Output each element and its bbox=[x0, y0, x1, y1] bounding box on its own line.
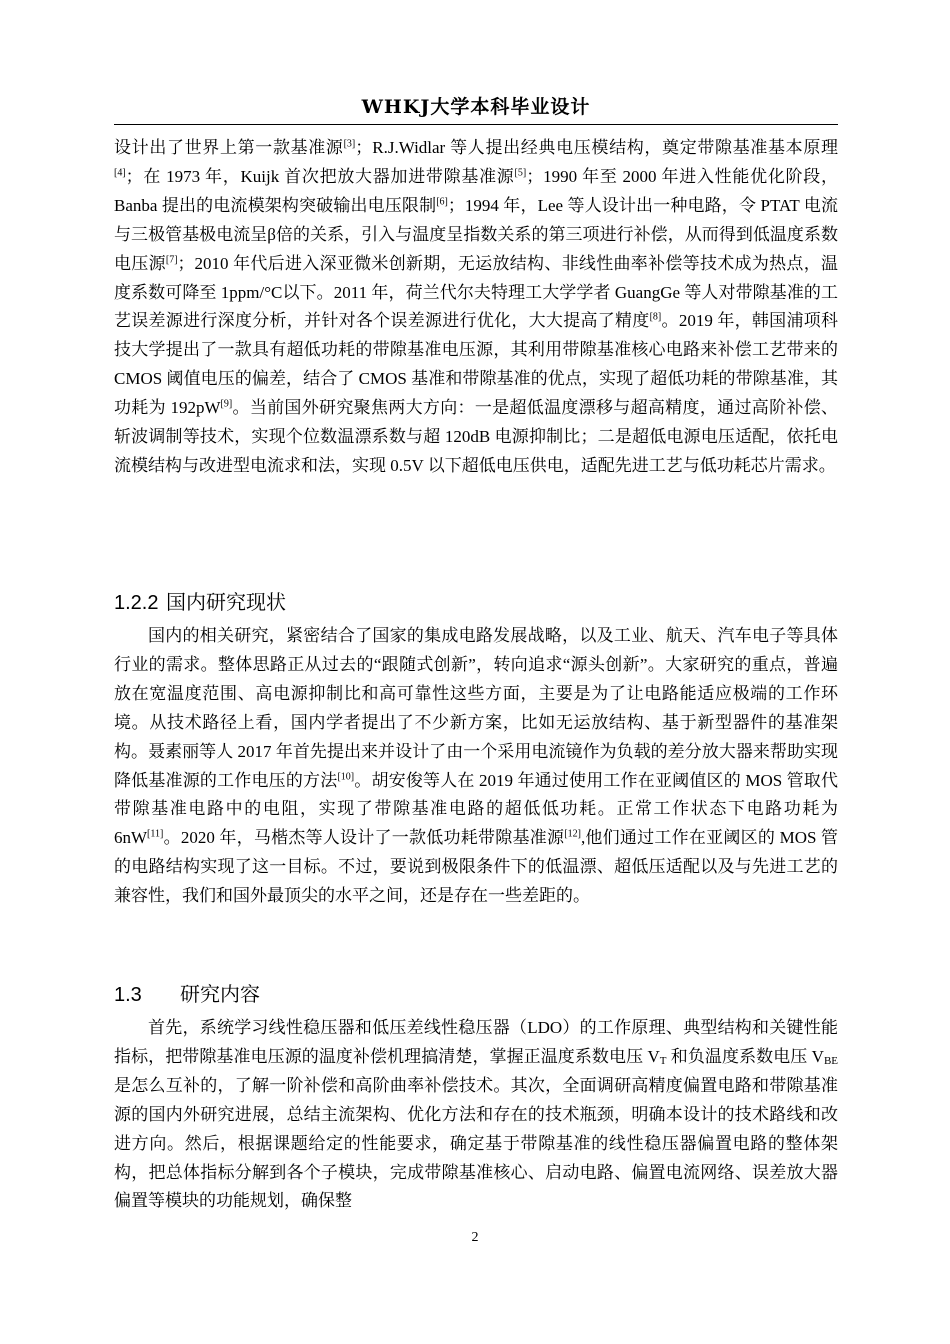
citation: [4] bbox=[114, 167, 126, 179]
text-run: ；1990 年至 2000 年进入性能优化阶段，Banba 提出的电流模架构突破输出电压限制 bbox=[114, 166, 838, 215]
citation: [11] bbox=[147, 828, 164, 840]
citation: [9] bbox=[220, 398, 233, 410]
text-run: ；在 1973 年，Kuijk 首次把放大器加进带隙基准源 bbox=[125, 166, 515, 186]
paragraph-domestic-research bbox=[114, 622, 838, 911]
page-number: 2 bbox=[471, 1230, 479, 1245]
subscript: T bbox=[659, 1054, 667, 1067]
text-run: 。当前国外研究聚焦两大方向：一是超低温度漂移与超高精度，通过高阶补偿、斩波调制等技术，实现个位数温漂系数与超 120dB 电源抑制比；二是超低电源电压适配，依托电流模结构与改进型电流求和法，实现 0.5V 以下超低电压供电，适配先进工艺与低功耗芯片需求。 bbox=[114, 398, 838, 475]
section-number: 1.3 bbox=[114, 984, 142, 1006]
text-run: 设计出了世界上第一款基准源 bbox=[114, 138, 344, 157]
section-title: 研究内容 bbox=[180, 982, 260, 1006]
citation: [12] bbox=[564, 828, 581, 840]
text-run: 。2020 年，马楷杰等人设计了一款低功耗带隙基准源 bbox=[163, 828, 565, 848]
citation: [5] bbox=[514, 167, 527, 179]
section-heading-1-2-2 bbox=[114, 586, 286, 615]
text-run: ；2010 年代后进入深亚微米创新期，无运放结构、非线性曲率补偿等技术成为热点，温度系数可降至 1ppm/°C以下。2011 年，荷兰代尔夫特理工大学学者 GuangGe 等人对带隙基准的工艺误差源进行深度分析，并针对各个误差源进行优化，大大提高了精度 bbox=[114, 253, 838, 331]
paragraph-research-content bbox=[114, 1014, 838, 1216]
citation: [6] bbox=[436, 196, 448, 208]
text-run: ；1994 年，Lee 等人设计出一种电路，令 PTAT 电流与三极管基极电流呈β倍的关系，引入与温度呈指数关系的第三项进行补偿，从而得到低温度系数电压源 bbox=[114, 195, 838, 273]
text-run: ,他们通过工作在亚阈区的 MOS 管的电路结构实现了这一目标。不过，要说到极限条件下的低温漂、超低压适配以及与先进工艺的兼容性，我们和国外最顶尖的水平之间，还是存在一些差距的。 bbox=[114, 828, 838, 906]
text-run: 。胡安俊等人在 2019 年通过使用工作在亚阈值区的 MOS 管取代带隙基准电路中的电阻，实现了带隙基准电路的超低低功耗。正常工作状态下电路功耗为 6nW bbox=[114, 770, 838, 848]
section-heading-1-3 bbox=[114, 978, 260, 1007]
text-run: 。2019 年，韩国浦项科技大学提出了一款具有超低功耗的带隙基准电压源，其利用带隙基准核心电路来补偿工艺带来的 CMOS 阈值电压的偏差，结合了 CMOS 基准和带隙基准的优点，实现了超低功耗的带隙基准，其功耗为 192pW bbox=[114, 311, 839, 418]
citation: [8] bbox=[649, 311, 662, 323]
citation: [10] bbox=[337, 770, 355, 782]
section-number: 1.2.2 bbox=[114, 592, 159, 614]
page-header-title: WHKJ大学本科毕业设计 bbox=[361, 96, 591, 118]
citation: [3] bbox=[343, 138, 356, 150]
text-run: 和负温度系数电压 V bbox=[666, 1046, 824, 1066]
text-run: 国内的相关研究，紧密结合了国家的集成电路发展战略，以及工业、航天、汽车电子等具体行业的需求。整体思路正从过去的“跟随式创新”，转向追求“源头创新”。大家研究的重点，普遍放在宽温度范围、高电源抑制比和高可靠性这些方面，主要是为了让电路能适应极端的工作环境。从技术路径上看，国内学者提出了不少新方案，比如无运放结构、基于新型器件的基准架构。聂素丽等人 2017 年首先提出来并设计了由一个采用电流镜作为负载的差分放大器来帮助实现降低基准源的工作电压的方法 bbox=[114, 626, 838, 790]
paragraph-foreign-research bbox=[114, 134, 838, 481]
text-run: ；R.J.Widlar 等人提出经典电压模结构，奠定带隙基准基本原理 bbox=[355, 138, 838, 157]
text-run: 是怎么互补的，了解一阶补偿和高阶曲率补偿技术。其次，全面调研高精度偏置电路和带隙基准源的国内外研究进展，总结主流架构、优化方法和存在的技术瓶颈，明确本设计的技术路线和改进方向。然后，根据课题给定的性能要求，确定基于带隙基准的线性稳压器偏置电路的整体架构，把总体指标分解到各个子模块，完成带隙基准核心、启动电路、偏置电流网络、误差放大器偏置等模块的功能规划，确保整 bbox=[114, 1075, 838, 1211]
text-run: 首先，系统学习线性稳压器和低压差线性稳压器（LDO）的工作原理、典型结构和关键性能指标，把带隙基准电压源的温度补偿机理搞清楚，掌握正温度系数电压 V bbox=[114, 1018, 838, 1066]
citation: [7] bbox=[165, 253, 178, 265]
subscript: BE bbox=[823, 1054, 838, 1067]
section-title: 国内研究现状 bbox=[166, 590, 286, 614]
header-rule bbox=[114, 124, 838, 125]
